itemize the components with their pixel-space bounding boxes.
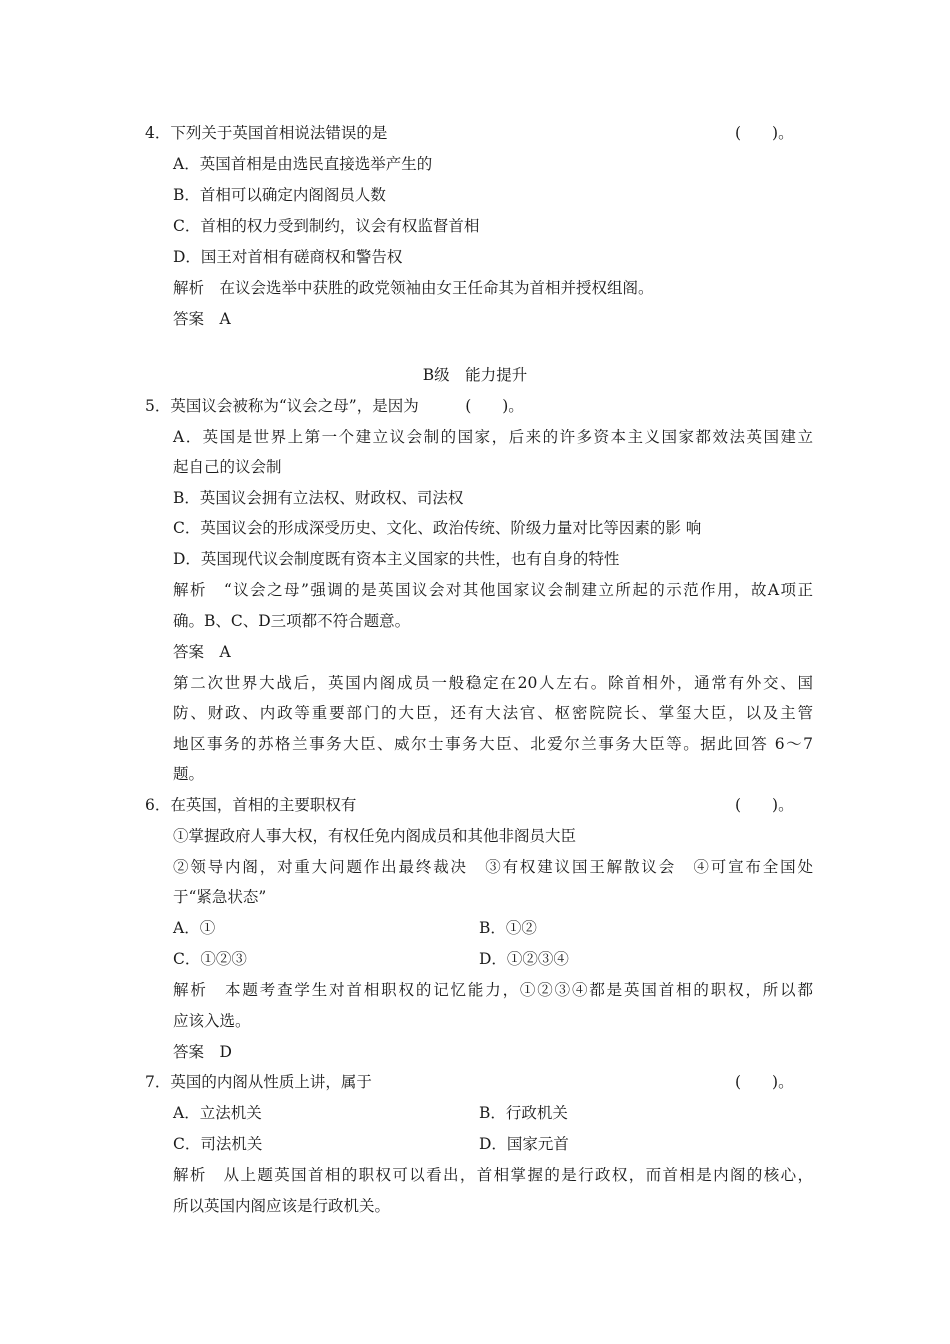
q7-analysis-line2: 所以英国内阁应该是行政机关。 bbox=[173, 1197, 391, 1215]
q5-answer: 答案 A bbox=[173, 643, 231, 661]
q6-option-b: B．①② bbox=[479, 919, 537, 937]
q7-analysis-line1: 解析 从上题英国首相的职权可以看出，首相掌握的是行政权，而首相是内阁的核心， bbox=[173, 1166, 813, 1184]
q5-analysis-line2: 确。B、C、D三项都不符合题意。 bbox=[173, 612, 411, 630]
q6-option-d: D．①②③④ bbox=[479, 950, 569, 968]
q7-answer-blank: ( )。 bbox=[735, 1073, 794, 1091]
q7-option-c: C．司法机关 bbox=[173, 1135, 263, 1153]
q4-analysis: 解析 在议会选举中获胜的政党领袖由女王任命其为首相并授权组阁。 bbox=[173, 279, 654, 297]
q7-option-b: B．行政机关 bbox=[479, 1104, 568, 1122]
q6-analysis-line1: 解析 本题考查学生对首相职权的记忆能力，①②③④都是英国首相的职权，所以都 bbox=[173, 981, 813, 999]
q6-stem: 6．在英国，首相的主要职权有 bbox=[145, 796, 357, 814]
q6-answer: 答案 D bbox=[173, 1043, 232, 1061]
q5-analysis-line1: 解析 “议会之母”强调的是英国议会对其他国家议会制建立所起的示范作用，故A项正 bbox=[173, 581, 813, 599]
q6-item2-line1: ②领导内阁，对重大问题作出最终裁决 ③有权建议国王解散议会 ④可宣布全国处 bbox=[173, 858, 813, 876]
q5-option-a-line1: A．英国是世界上第一个建立议会制的国家，后来的许多资本主义国家都效法英国建立 bbox=[173, 428, 813, 446]
q5-option-a-line2: 起自己的议会制 bbox=[173, 458, 282, 476]
q7-stem: 7．英国的内阁从性质上讲，属于 bbox=[145, 1073, 372, 1091]
q4-option-c: C．首相的权力受到制约，议会有权监督首相 bbox=[173, 217, 480, 235]
passage-line2: 防、财政、内政等重要部门的大臣，还有大法官、枢密院院长、掌玺大臣，以及主管 bbox=[173, 704, 813, 722]
q6-analysis-line2: 应该入选。 bbox=[173, 1012, 251, 1030]
q5-option-b: B．英国议会拥有立法权、财政权、司法权 bbox=[173, 489, 464, 507]
q6-option-c: C．①②③ bbox=[173, 950, 247, 968]
q6-item2-line2: 于“紧急状态” bbox=[173, 888, 267, 906]
q7-option-a: A．立法机关 bbox=[173, 1104, 262, 1122]
q5-stem: 5．英国议会被称为“议会之母”，是因为 ( )。 bbox=[145, 397, 524, 415]
q5-option-d: D．英国现代议会制度既有资本主义国家的共性，也有自身的特性 bbox=[173, 550, 620, 568]
q4-option-a: A．英国首相是由选民直接选举产生的 bbox=[173, 155, 433, 173]
q4-answer-blank: ( )。 bbox=[735, 124, 794, 142]
passage-line3: 地区事务的苏格兰事务大臣、威尔士事务大臣、北爱尔兰事务大臣等。据此回答 6～7 bbox=[173, 735, 813, 753]
q4-option-b: B．首相可以确定内阁阁员人数 bbox=[173, 186, 386, 204]
q5-option-c: C．英国议会的形成深受历史、文化、政治传统、阶级力量对比等因素的影 响 bbox=[173, 519, 702, 537]
passage-line1: 第二次世界大战后，英国内阁成员一般稳定在20人左右。除首相外，通常有外交、国 bbox=[173, 674, 813, 692]
q4-stem: 4．下列关于英国首相说法错误的是 bbox=[145, 124, 388, 142]
q7-option-d: D．国家元首 bbox=[479, 1135, 569, 1153]
section-title: B级 能力提升 bbox=[422, 366, 528, 384]
q4-answer: 答案 A bbox=[173, 310, 231, 328]
q6-option-a: A．① bbox=[173, 919, 216, 937]
q4-option-d: D．国王对首相有磋商权和警告权 bbox=[173, 248, 403, 266]
q6-answer-blank: ( )。 bbox=[735, 796, 794, 814]
passage-line4: 题。 bbox=[173, 765, 205, 783]
q6-item1: ①掌握政府人事大权，有权任免内阁成员和其他非阁员大臣 bbox=[173, 827, 577, 845]
